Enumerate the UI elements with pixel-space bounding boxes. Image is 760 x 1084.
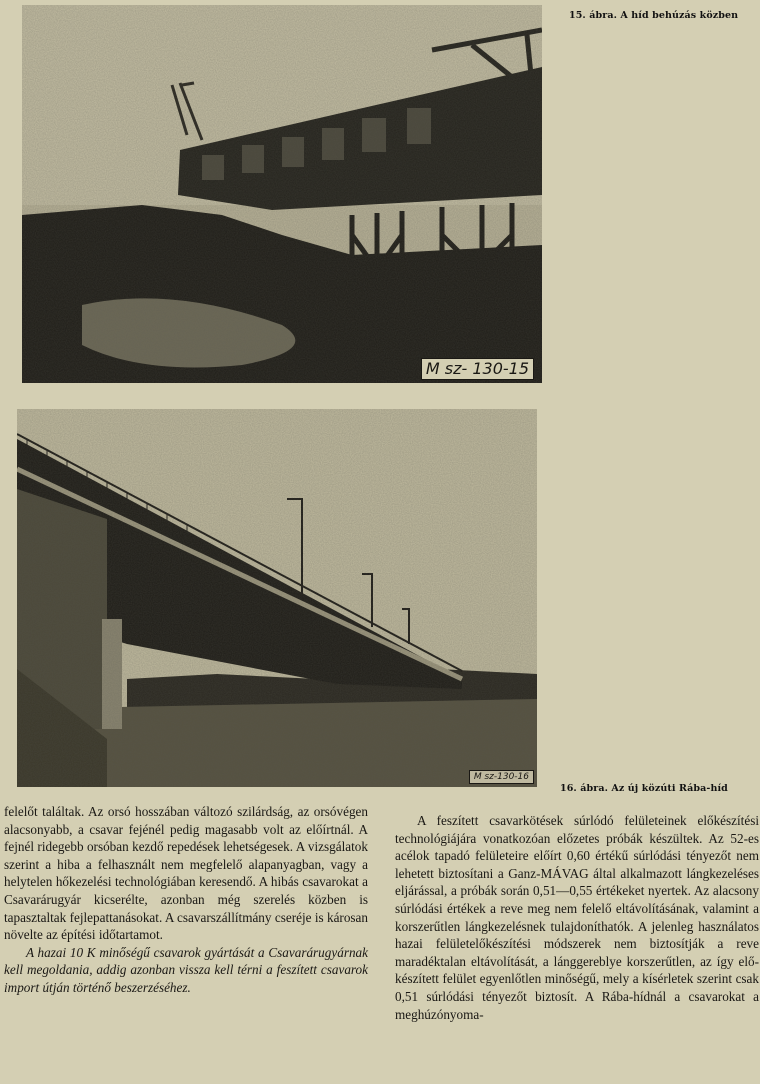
- italic-paragraph: A hazai 10 K minőségű csavarok gyártását a Csavarárugyárnak kell megoldania, addig azonban vissza kell térni a feszített csavarok import útján történő beszerzéséhez.: [4, 944, 368, 995]
- figure-16-photo: [17, 409, 537, 787]
- photo-reference-stamp: M sz-130-16: [469, 770, 534, 784]
- photo-reference-stamp: M sz- 130-15: [421, 358, 534, 380]
- figure-15-caption: 15. ábra. A híd behúzás közben: [569, 10, 739, 21]
- figure-15-photo: [22, 5, 542, 383]
- right-text-column: [395, 812, 759, 1023]
- bridge-construction-image: [22, 5, 542, 383]
- raba-bridge-image: [17, 409, 537, 787]
- body-paragraph: felelőt találtak. Az orsó hosszában változó szilárdság, az orsóvégen alacsonyabb, a csavar fejénél pedig magasabb volt az előírtnál. A fejnél ridegebb orsóban kezdő repedések lehetségesek. A vizsgálatok szerint a hiba a felhasznált nem megfelelő alapanyagban, vagy a helytelen hőkezelési technológiában keresendő. A hibás csavarokat a Csavarárugyár kicserélte, azonban még szerelés közben is tapasztaltak fejlepattanásokat. A csavarszállítmány cseréje is károsan növelte az építési időtartamot.: [4, 804, 368, 943]
- body-paragraph: A feszített csavarkötések súrlódó felületeinek előkészítési technológiájára vonatkozóan előzetes próbák készültek. Az 52-es acélok tapadó felületeire előírt 0,60 értékű súrlódási tényezőt nem lehetett biztosítani a Ganz-MÁVAG által alkalmazott lángkezeléses eljárással, a próbák során 0,51—0,55 értékeket nyertek. Az alacsony súrlódási értékek a reve meg nem felelő eltávolításának, valamint a korszerűtlen lángkezelésnek tulajdoníthatók. A jelenleg használatos hazai felületelőkészítési módszerek nem biztosítják a reve maradéktalan eltávolítását, a lánggereblye korszerűtlen, az így előkészített felület egyenlőtlen minőségű, mely a kísérletek szerint csak 0,51 súrlódási tényezőt biztosít. A Rába-hídnál a csavarokat a meghúzónyoma-: [395, 813, 759, 1022]
- figure-16-caption: 16. ábra. Az új közúti Rába-híd: [560, 783, 728, 794]
- left-text-column: [4, 803, 368, 997]
